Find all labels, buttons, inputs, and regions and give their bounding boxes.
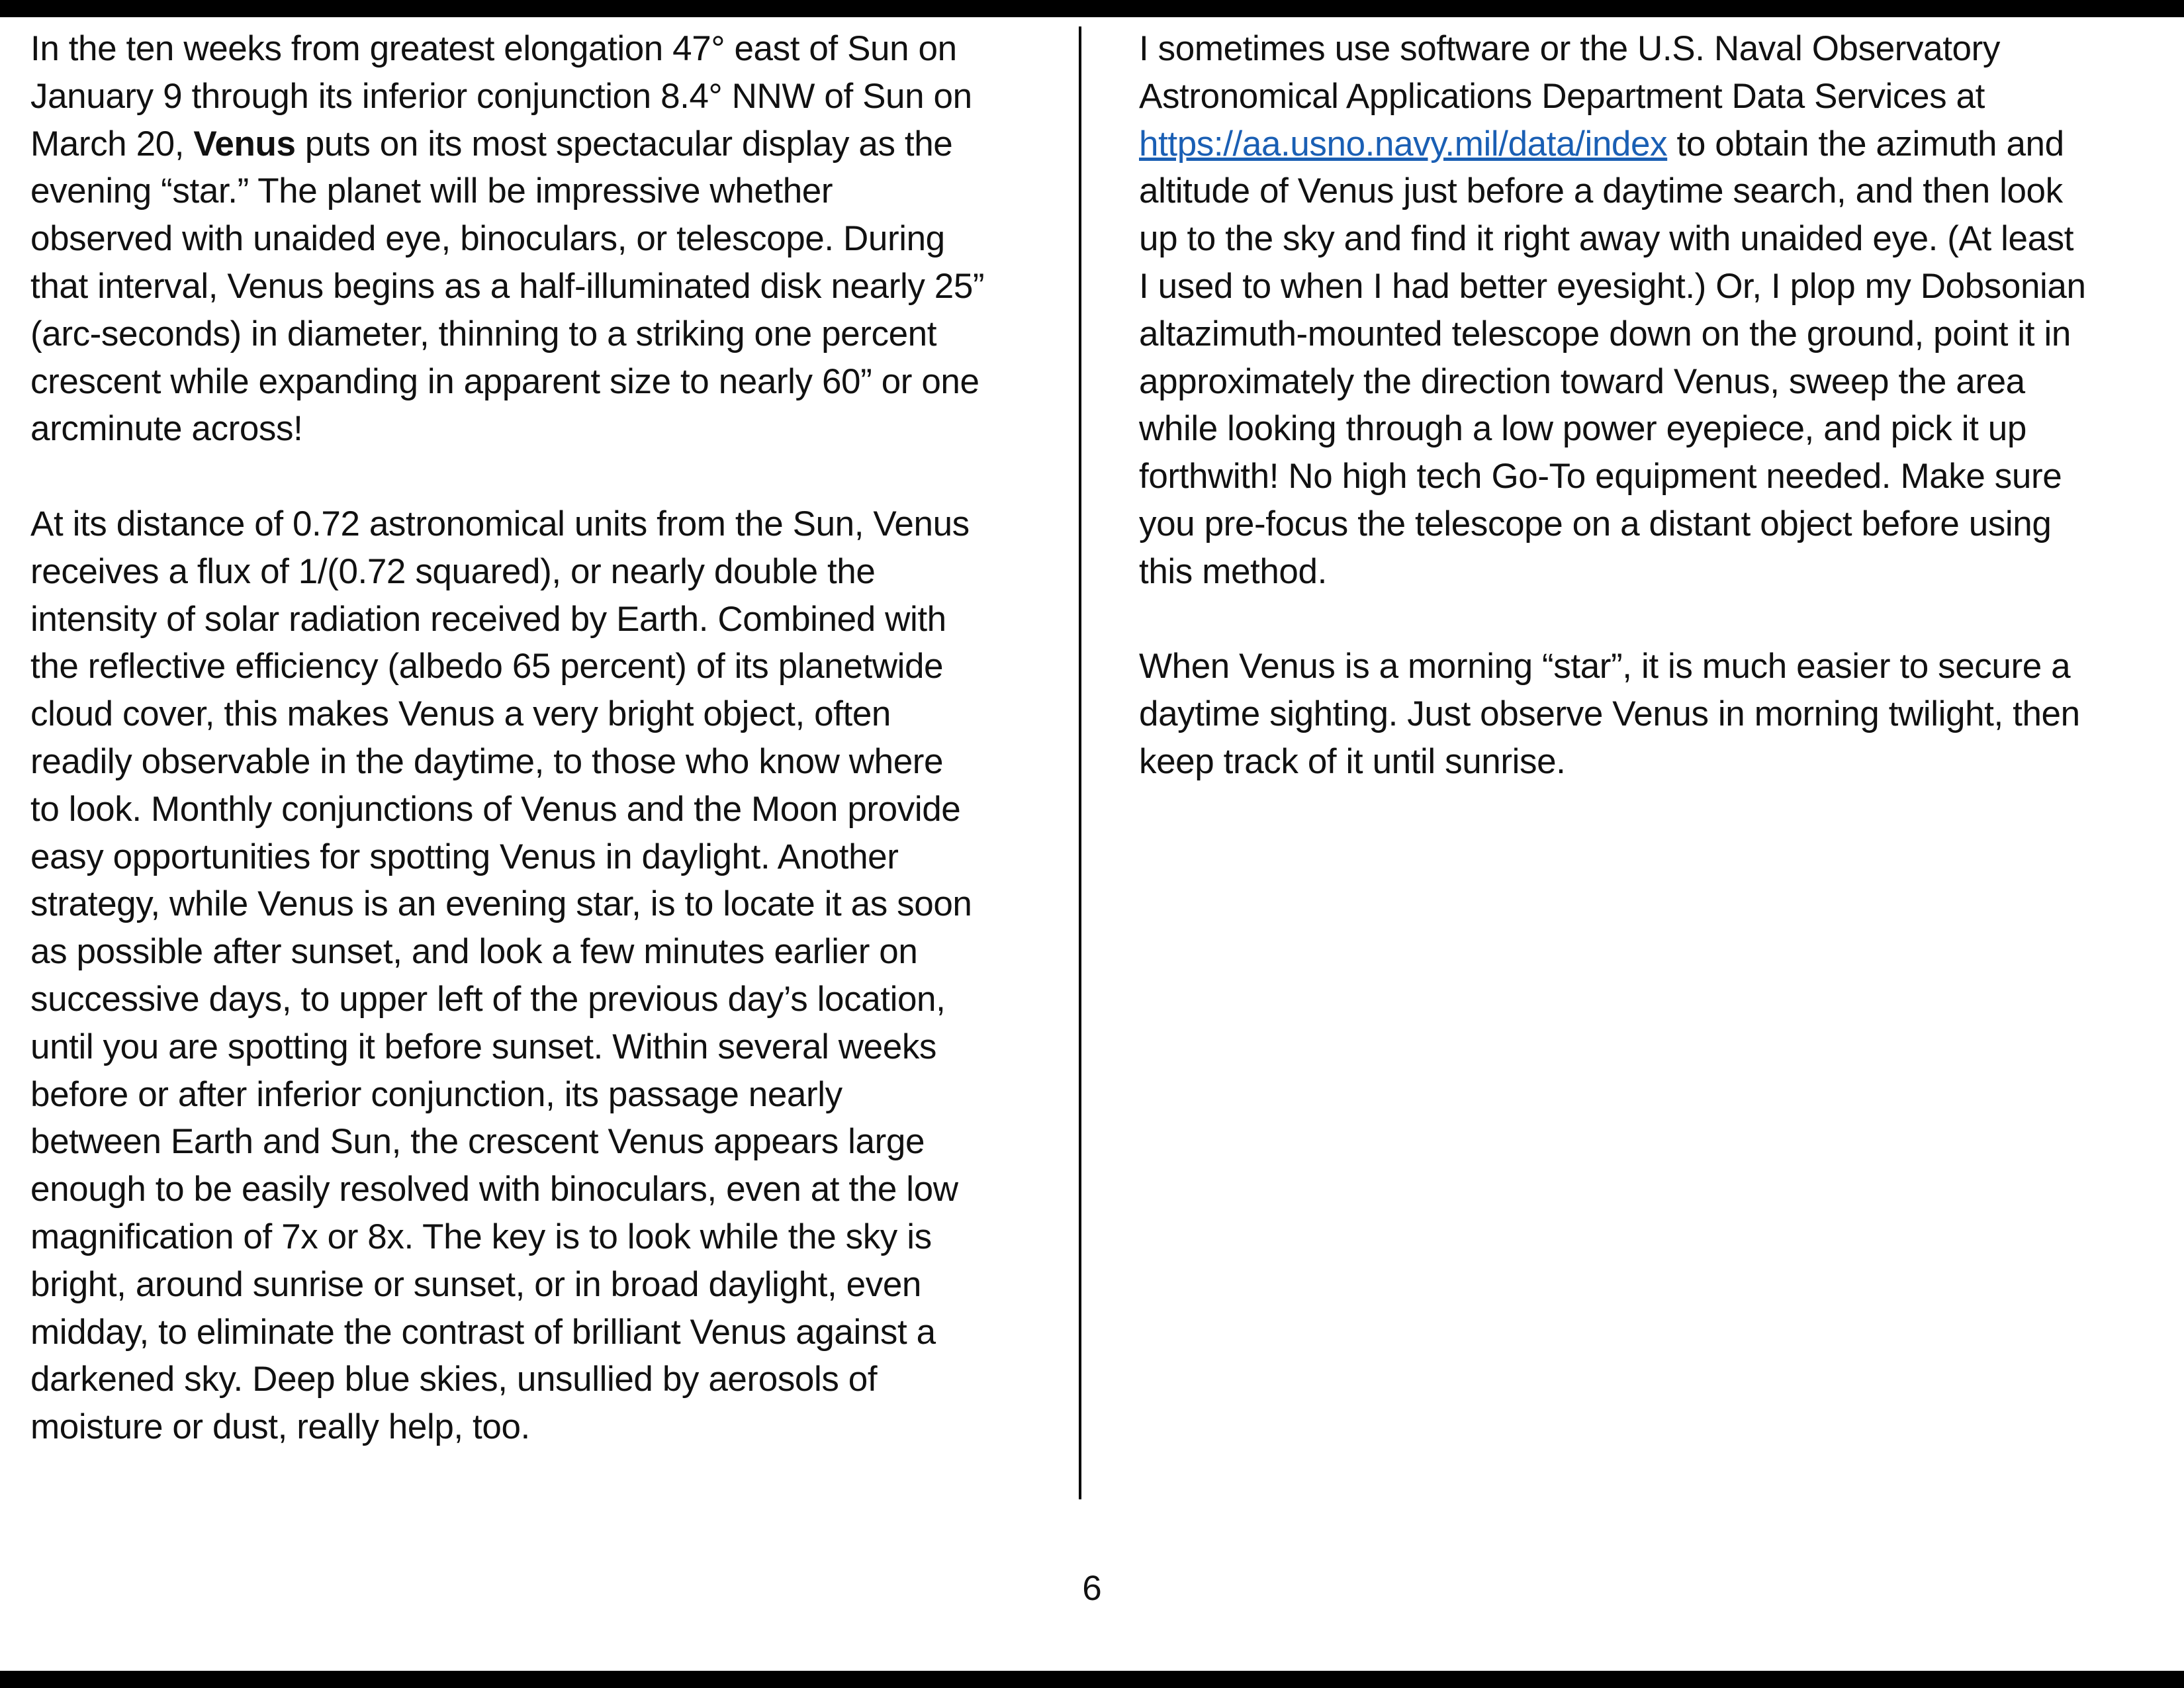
text-line: approximately the direction toward Venus, sweep the area [1139,361,2025,401]
venus-bold-term: Venus [193,124,296,164]
text-line: until you are spotting it before sunset. Within several weeks [30,1027,937,1066]
text-line: I sometimes use software or the U.S. Naval Observatory [1139,29,2000,68]
text-line: daytime sighting. Just observe Venus in morning twilight, then [1139,694,2080,734]
text-line: When Venus is a morning “star”, it is much easier to secure a [1139,647,2071,686]
text-line: magnification of 7x or 8x. The key is to look while the sky is [30,1217,932,1256]
text-run: to obtain the azimuth and [1667,124,2064,164]
text-line: evening “star.” The planet will be impressive whether [30,171,833,211]
text-line: strategy, while Venus is an evening star, is to locate it as soon [30,884,972,924]
text-line [1139,120,2171,168]
text-line: before or after inferior conjunction, its passage nearly [30,1074,842,1114]
paragraph-morning-star [1139,643,2171,785]
text-line: crescent while expanding in apparent size to nearly 60” or one [30,361,979,401]
text-line: observed with unaided eye, binoculars, or telescope. During [30,219,945,259]
text-line: altazimuth-mounted telescope down on the ground, point it in [1139,314,2071,353]
column-divider [1079,26,1081,1499]
text-line: you pre-focus the telescope on a distant object before using [1139,504,2052,543]
text-line: successive days, to upper left of the previous day’s location, [30,979,946,1019]
text-run: puts on its most spectacular display as the [295,124,953,164]
text-line: arcminute across! [30,409,303,449]
text-line: (arc-seconds) in diameter, thinning to a striking one percent [30,314,937,353]
paragraph-usno-method [1139,25,2171,596]
text-line [30,120,1063,168]
text-line: receives a flux of 1/(0.72 squared), or nearly double the [30,551,876,591]
page-number: 6 [1082,1569,1102,1608]
text-line: intensity of solar radiation received by Earth. Combined with [30,599,946,639]
text-line: darkened sky. Deep blue skies, unsullied by aerosols of [30,1360,878,1399]
text-line: cloud cover, this makes Venus a very bright object, often [30,694,891,734]
text-line: readily observable in the daytime, to those who know where [30,741,944,781]
text-line: bright, around sunrise or sunset, or in broad daylight, even [30,1264,921,1304]
text-line: between Earth and Sun, the crescent Venus appears large [30,1122,925,1162]
text-line: midday, to eliminate the contrast of brilliant Venus against a [30,1312,936,1352]
text-line: altitude of Venus just before a daytime search, and then look [1139,171,2063,211]
text-line: this method. [1139,551,1327,591]
text-line: I used to when I had better eyesight.) Or, I plop my Dobsonian [1139,266,2086,306]
text-line: up to the sky and find it right away with unaided eye. (At least [1139,219,2074,259]
text-line: enough to be easily resolved with binoculars, even at the low [30,1170,958,1209]
text-line: keep track of it until sunrise. [1139,741,1566,781]
text-line: January 9 through its inferior conjunction 8.4° NNW of Sun on [30,76,972,116]
text-line: that interval, Venus begins as a half-illuminated disk nearly 25” [30,266,985,306]
paragraph-venus-display [30,25,1063,453]
right-text-column [1139,25,2171,833]
text-line: to look. Monthly conjunctions of Venus and the Moon provide [30,789,961,829]
left-text-column [30,25,1063,1499]
text-line: as possible after sunset, and look a few minutes earlier on [30,932,918,972]
top-border-bar [0,0,2184,17]
text-line: easy opportunities for spotting Venus in daylight. Another [30,837,899,876]
text-line: At its distance of 0.72 astronomical units from the Sun, Venus [30,504,970,543]
paragraph-venus-brightness [30,500,1063,1451]
text-line: the reflective efficiency (albedo 65 percent) of its planetwide [30,647,944,686]
usno-data-link[interactable]: https://aa.usno.navy.mil/data/index [1139,124,1668,164]
text-line: while looking through a low power eyepiece, and pick it up [1139,409,2026,449]
bottom-border-bar [0,1671,2184,1688]
text-line: In the ten weeks from greatest elongation 47° east of Sun on [30,29,957,68]
text-line: forthwith! No high tech Go-To equipment needed. Make sure [1139,457,2062,496]
text-line: moisture or dust, really help, too. [30,1407,530,1447]
text-line: Astronomical Applications Department Data Services at [1139,76,1985,116]
text-run: March 20, [30,124,194,164]
